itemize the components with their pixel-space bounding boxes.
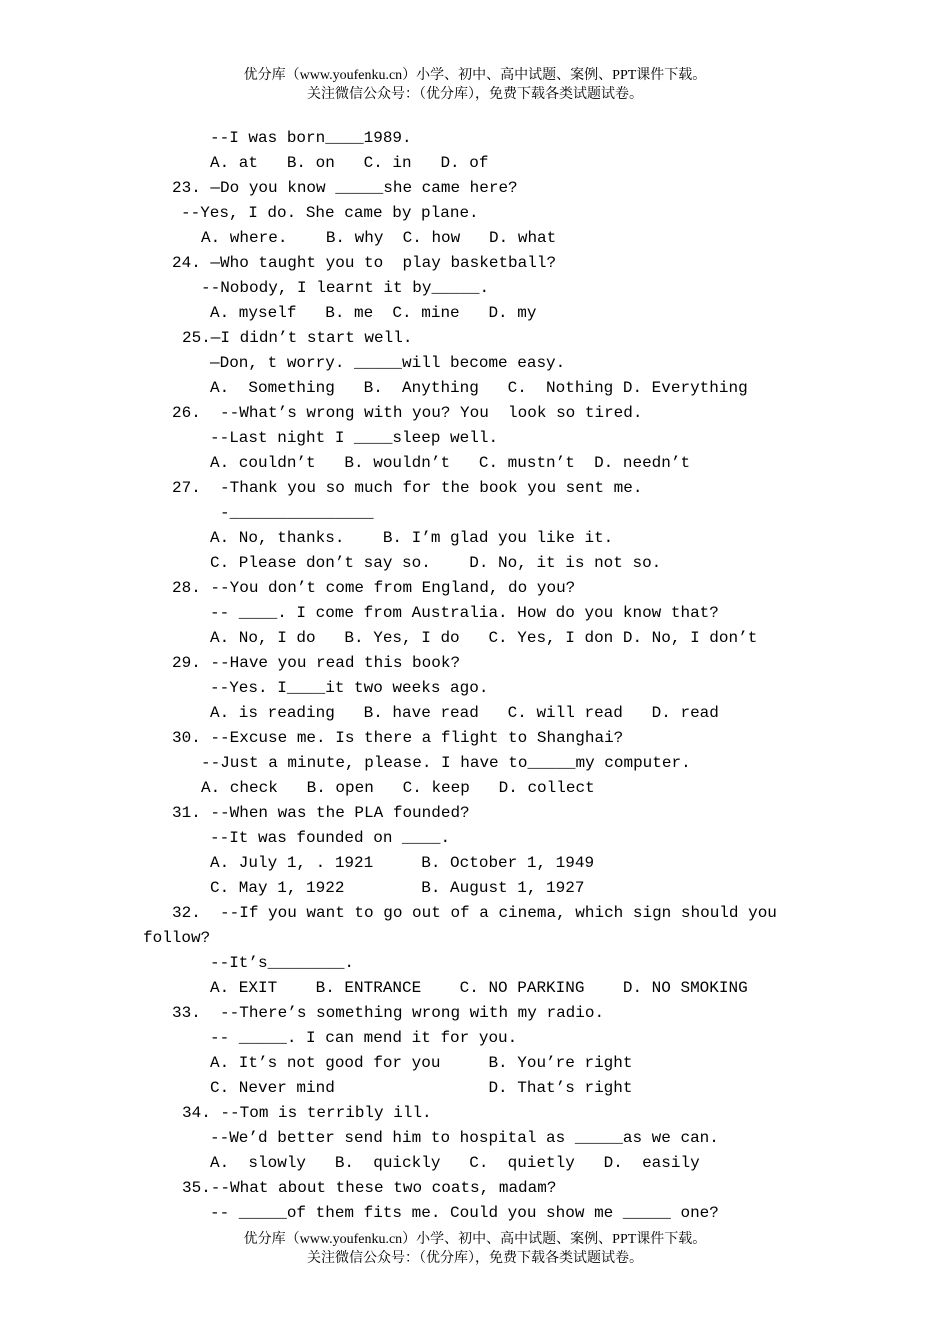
text-line: --It’s________.	[210, 954, 355, 972]
text-line: -- _____. I can mend it for you.	[210, 1029, 518, 1047]
text-line: --I was born____1989.	[210, 129, 412, 147]
text-line: 31. --When was the PLA founded?	[172, 804, 470, 822]
text-line: --Yes, I do. She came by plane.	[181, 204, 479, 222]
text-line: 34. --Tom is terribly ill.	[182, 1104, 432, 1122]
text-line: C. Never mind D. That’s right	[210, 1079, 633, 1097]
text-line: -- _____of them fits me. Could you show me _____ one?	[210, 1204, 719, 1222]
text-line: 25.—I didn’t start well.	[182, 329, 413, 347]
text-line: A. Something B. Anything C. Nothing D. Everything	[210, 379, 748, 397]
text-line: --Yes. I____it two weeks ago.	[210, 679, 489, 697]
text-line: A. couldn’t B. wouldn’t C. mustn’t D. needn’t	[210, 454, 691, 472]
text-line: 24. —Who taught you to play basketball?	[172, 254, 557, 272]
text-line: A. EXIT B. ENTRANCE C. NO PARKING D. NO SMOKING	[210, 979, 748, 997]
text-line: A. at B. on C. in D. of	[210, 154, 489, 172]
header-line-2: 关注微信公众号：（优分库），免费下载各类试题试卷。	[307, 87, 643, 102]
text-line: 23. —Do you know _____she came here?	[172, 179, 518, 197]
text-line: follow?	[143, 929, 211, 947]
text-line: A. myself B. me C. mine D. my	[210, 304, 537, 322]
text-line: 26. --What’s wrong with you? You look so tired.	[172, 404, 643, 422]
text-line: 33. --There’s something wrong with my radio.	[172, 1004, 605, 1022]
text-line: 27. -Thank you so much for the book you sent me.	[172, 479, 643, 497]
text-line: --Nobody, I learnt it by_____.	[201, 279, 490, 297]
text-line: 28. --You don’t come from England, do you?	[172, 579, 576, 597]
footer-line-2: 关注微信公众号：（优分库），免费下载各类试题试卷。	[307, 1251, 643, 1266]
text-line: --It was founded on ____.	[210, 829, 451, 847]
text-line: A. slowly B. quickly C. quietly D. easily	[210, 1154, 700, 1172]
text-line: -_______________	[220, 504, 374, 522]
text-line: A. No, thanks. B. I’m glad you like it.	[210, 529, 614, 547]
text-line: --We’d better send him to hospital as _____as we can.	[210, 1129, 719, 1147]
text-line: 30. --Excuse me. Is there a flight to Shanghai?	[172, 729, 624, 747]
text-line: A. It’s not good for you B. You’re right	[210, 1054, 633, 1072]
text-line: A. No, I do B. Yes, I do C. Yes, I don D. No, I don’t	[210, 629, 758, 647]
text-line: A. July 1, . 1921 B. October 1, 1949	[210, 854, 595, 872]
text-line: 32. --If you want to go out of a cinema, which sign should you	[172, 904, 777, 922]
text-line: 29. --Have you read this book?	[172, 654, 461, 672]
text-line: -- ____. I come from Australia. How do you know that?	[210, 604, 719, 622]
text-line: A. is reading B. have read C. will read D. read	[210, 704, 719, 722]
text-line: C. Please don’t say so. D. No, it is not so.	[210, 554, 662, 572]
text-line: —Don, t worry. _____will become easy.	[210, 354, 566, 372]
header-line-1: 优分库（www.youfenku.cn）小学、初中、高中试题、案例、PPT课件下载。	[243, 68, 707, 83]
footer-line-1: 优分库（www.youfenku.cn）小学、初中、高中试题、案例、PPT课件下载。	[243, 1232, 707, 1247]
text-line: --Just a minute, please. I have to_____my computer.	[201, 754, 691, 772]
text-line: A. check B. open C. keep D. collect	[201, 779, 595, 797]
text-line: A. where. B. why C. how D. what	[201, 229, 557, 247]
text-line: C. May 1, 1922 B. August 1, 1927	[210, 879, 585, 897]
text-line: 35.--What about these two coats, madam?	[182, 1179, 557, 1197]
text-line: --Last night I ____sleep well.	[210, 429, 499, 447]
